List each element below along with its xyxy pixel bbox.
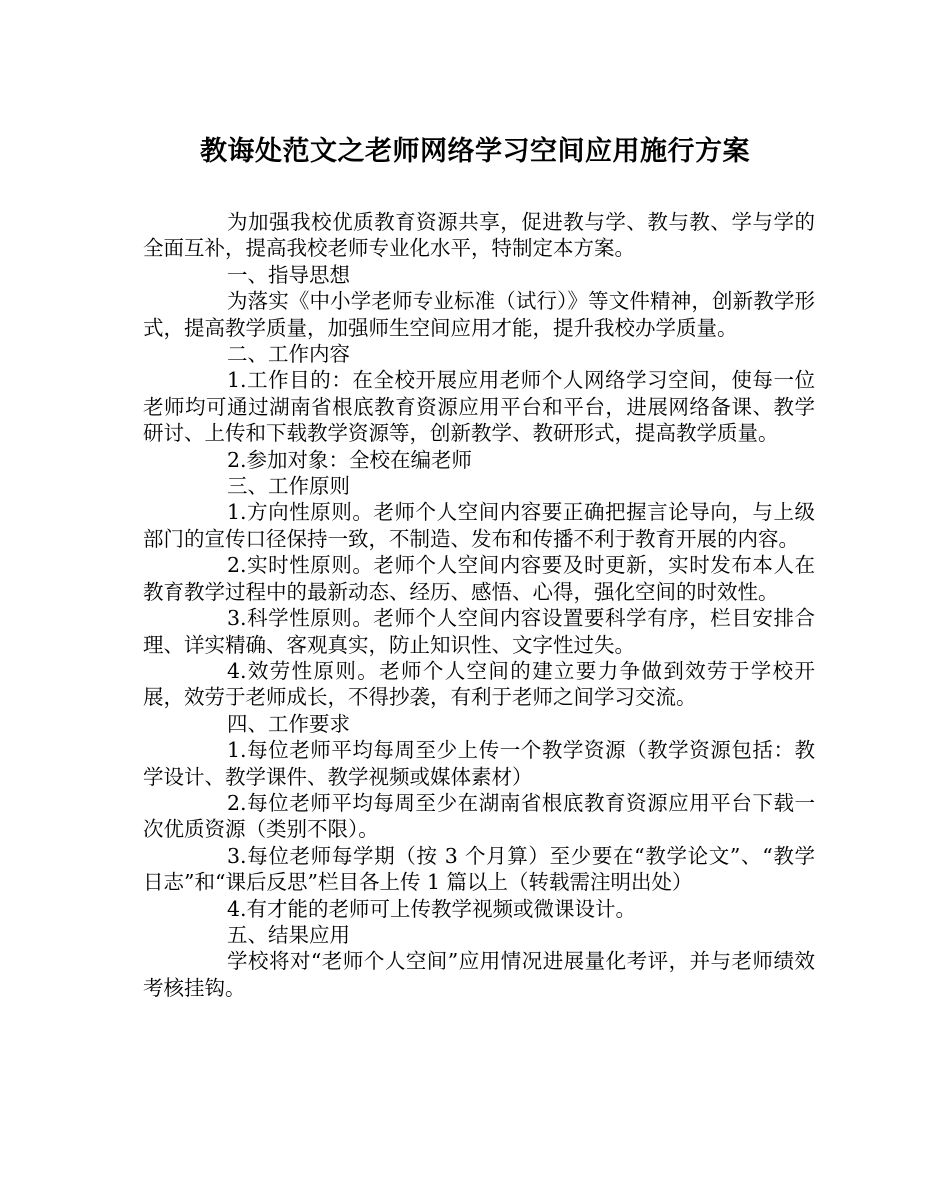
- requirement-item: 2.每位老师平均每周至少在湖南省根底教育资源应用平台下载一次优质资源（类别不限）。: [143, 790, 815, 842]
- result-application-paragraph: 学校将对“老师个人空间”应用情况进展量化考评，并与老师绩效考核挂钩。: [143, 949, 815, 1000]
- requirement-item: 3.每位老师每学期（按 3 个月算）至少要在“教学论文”、“教学日志”和“课后反思”栏目各上传 1 篇以上（转载需注明出处）: [143, 843, 815, 895]
- document-body: [143, 209, 815, 1001]
- work-content-item: 2.参加对象：全校在编老师: [227, 447, 473, 472]
- guiding-thought-paragraph: 为落实《中小学老师专业标准（试行）》等文件精神，创新教学形式，提高教学质量，加强师生空间应用才能，提升我校办学质量。: [143, 289, 815, 340]
- section-heading-guiding-thought: 一、指导思想: [227, 262, 350, 287]
- section-heading-work-content: 二、工作内容: [227, 342, 350, 367]
- requirement-item: 4.有才能的老师可上传教学视频或微课设计。: [227, 896, 637, 921]
- intro-paragraph: 为加强我校优质教育资源共享，促进教与学、教与教、学与学的全面互补，提高我校老师专业化水平，特制定本方案。: [143, 210, 815, 261]
- requirement-item: 1.每位老师平均每周至少上传一个教学资源（教学资源包括：教学设计、教学课件、教学视频或媒体素材）: [143, 738, 815, 789]
- section-heading-work-requirements: 四、工作要求: [227, 711, 350, 736]
- section-heading-work-principles: 三、工作原则: [227, 474, 350, 499]
- principle-item: 1.方向性原则。老师个人空间内容要正确把握言论导向，与上级部门的宣传口径保持一致，不制造、发布和传播不利于教育开展的内容。: [143, 500, 815, 551]
- work-content-item: 1.工作目的：在全校开展应用老师个人网络学习空间，使每一位老师均可通过湖南省根底教育资源应用平台和平台，进展网络备课、教学研讨、上传和下载教学资源等，创新教学、教研形式，提高教学质量。: [143, 368, 815, 446]
- principle-item: 4.效劳性原则。老师个人空间的建立要力争做到效劳于学校开展，效劳于老师成长，不得抄袭，有利于老师之间学习交流。: [143, 658, 815, 710]
- principle-item: 2.实时性原则。老师个人空间内容要及时更新，实时发布本人在教育教学过程中的最新动态、经历、感悟、心得，强化空间的时效性。: [143, 553, 815, 604]
- section-heading-result-application: 五、结果应用: [227, 922, 350, 947]
- document-title: 教诲处范文之老师网络学习空间应用施行方案: [200, 136, 750, 167]
- principle-item: 3.科学性原则。老师个人空间内容设置要科学有序，栏目安排合理、详实精确、客观真实，防止知识性、文字性过失。: [143, 606, 815, 657]
